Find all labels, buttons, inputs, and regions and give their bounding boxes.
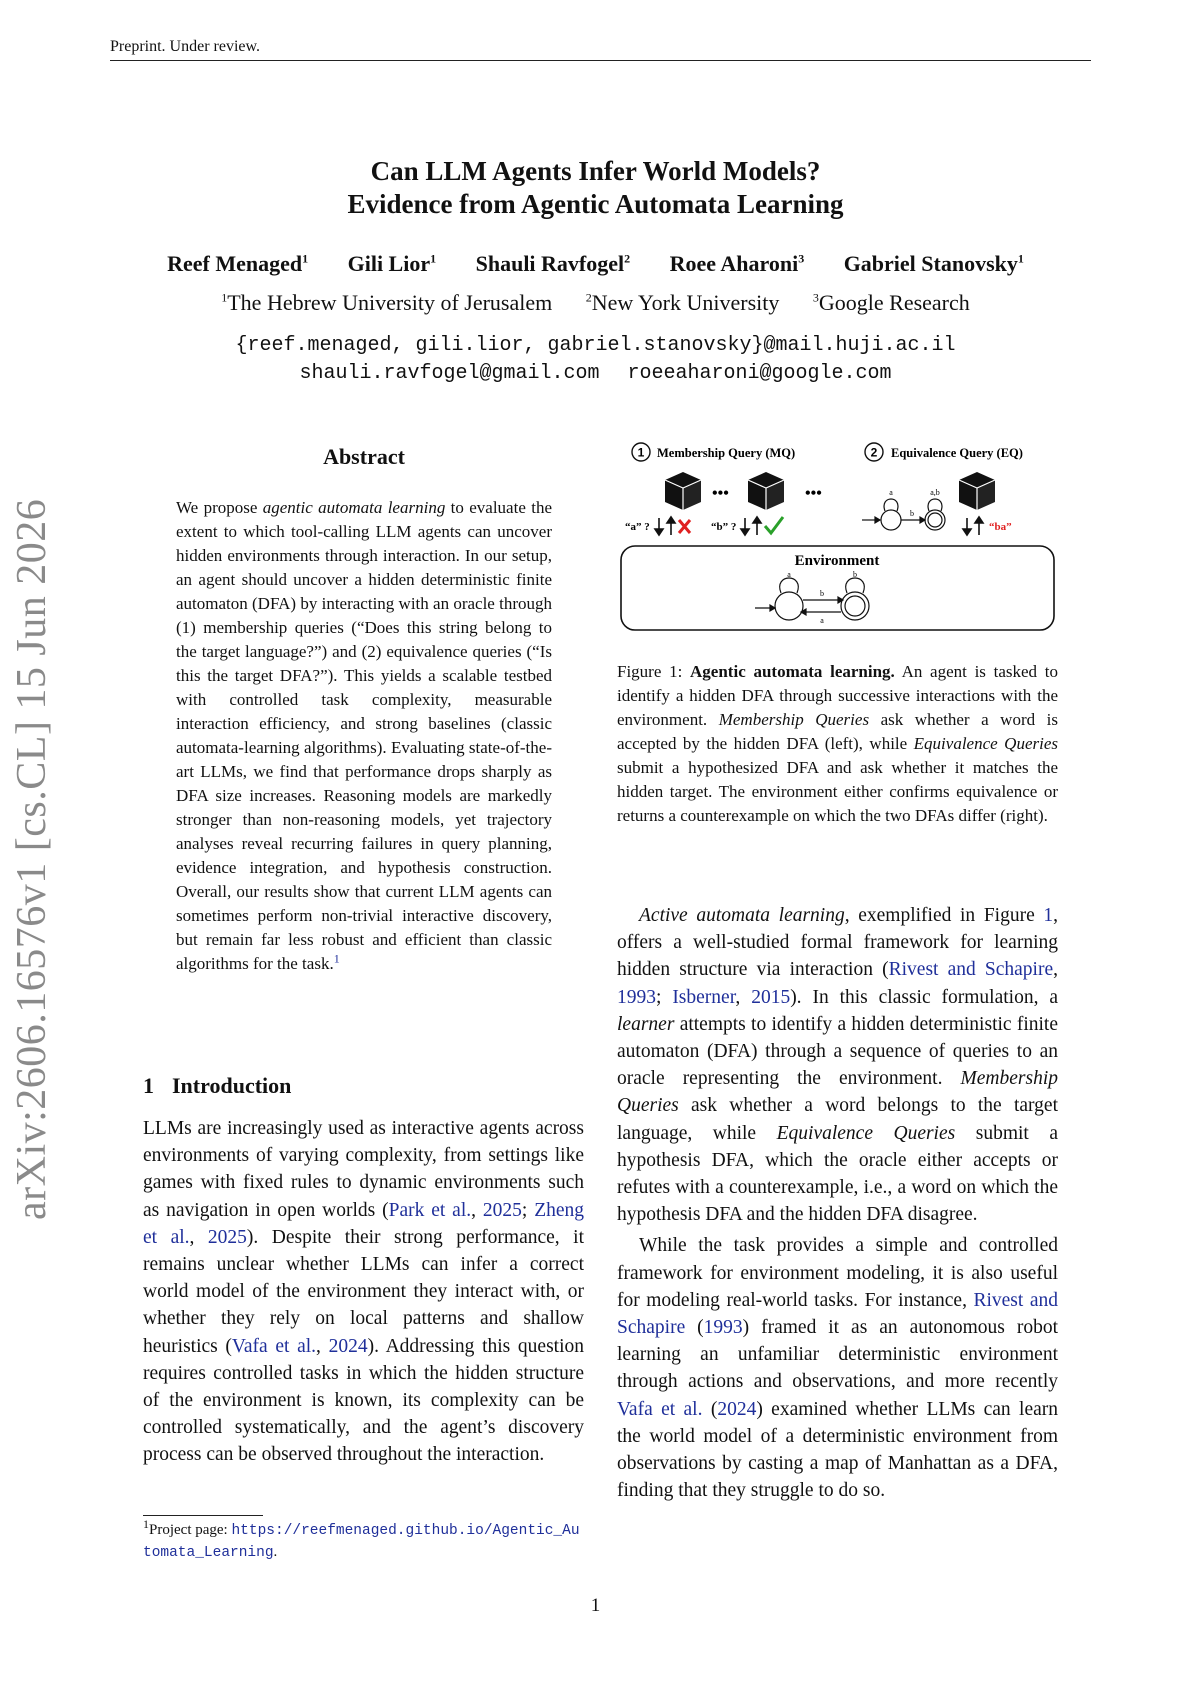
citation-link[interactable]: 2024 [328,1335,368,1357]
footnote-ref[interactable]: 1 [333,951,340,966]
affiliation: $^1$The Hebrew University of Jerusalem [221,290,553,315]
query-a: “a” ? [625,521,650,533]
footnote-rule [143,1515,263,1516]
up-arrow-icon [975,517,983,535]
edge-label-b: b [910,509,914,518]
hidden-dfa [755,578,869,620]
figure-1-diagram [617,440,1058,640]
right-column-text [617,902,1058,1504]
paper-title [0,155,1191,221]
abstract-heading: Abstract [323,444,405,469]
up-arrow-icon [753,517,761,535]
down-arrow-icon [963,518,971,535]
black-box-cube-icon [748,472,784,510]
email: roeeaharoni@google.com [627,362,892,385]
author: Gili Lior$^1$ [347,251,437,276]
email: shauli.ravfogel@gmail.com [299,362,600,385]
header-rule [110,60,1091,61]
environment-label: Environment [794,553,880,569]
citation-link[interactable]: Rivest and Schapire [888,959,1054,981]
citation-link[interactable]: Zheng et al. [143,1199,585,1248]
title-line-2: Evidence from Agentic Automata Learning [347,189,844,219]
citation-link[interactable]: Isberner [672,986,736,1008]
citation-link[interactable]: Park et al. [388,1199,472,1221]
citation-link[interactable]: 2025 [207,1226,247,1248]
citation-link[interactable]: 2025 [482,1199,522,1221]
project-page-link[interactable]: https://reefmenaged.github.io/Agentic_Automata_Learning [143,1523,580,1561]
section-heading-introduction: 1 Introduction [143,1073,292,1098]
email-block [0,332,1191,388]
intro-paragraph: LLMs are increasingly used as interactive agents across environments of varying complexity, from settings like games with fixed rules to dynamic environments such as navigation in open worlds (Park et al., 2025; Zheng et al., 2025). Despite their strong performance, it remains unclear whether LLMs can infer a correct world model of the environment they interact with, or whether they rely on local patterns and shallow heuristics (Vafa et al., 2024). Addressing this question requires controlled tasks in which the hidden structure of the environment is known, its complexity can be controlled systematically, and the agent’s discovery process can be observed throughout the interaction. [143,1118,585,1466]
hypothesis-dfa [862,499,945,530]
edge-label-ab: a,b [930,488,940,497]
mq-number: 1 [637,445,645,460]
citation-link[interactable]: Vafa et al. [617,1398,703,1420]
black-box-cube-icon [959,472,995,510]
ellipsis: ••• [805,485,822,502]
edge-label-b: b [853,570,857,579]
down-arrow-icon [741,518,749,535]
paragraph: Active automata learning, exemplified in Figure 1, offers a well-studied formal framework for learning hidden structure via interaction (Rivest and Schapire, 1993; Isberner, 2015). In this classic formulation, a learner attempts to identify a hidden deterministic finite automaton (DFA) through a sequence of queries to an oracle representing the environment. Membership Queries ask whether a word belongs to the target language, while Equivalence Queries submit a hypothesis DFA, which the oracle either accepts or refutes with a counterexample, i.e., a word on which the hypothesis DFA and the hidden DFA disagree. [617,905,1058,1226]
author: Shauli Ravfogel$^2$ [475,251,631,276]
citation-link[interactable]: 1993 [703,1317,743,1339]
affiliation: $^2$New York University [585,290,780,315]
title-line-1: Can LLM Agents Infer World Models? [370,156,821,186]
edge-label-a: a [889,488,893,497]
author: Roee Aharoni$^3$ [669,251,805,276]
cross-mark-icon [679,520,690,533]
edge-label-a: a [787,570,791,579]
mq-label: Membership Query (MQ) [657,446,796,460]
eq-number: 2 [870,445,878,460]
citation-link[interactable]: Rivest and Schapire [617,1289,1058,1339]
email-line-2 [0,360,1191,388]
counterexample-reply: “ba” [989,521,1012,533]
email-line-1: {reef.menaged, gili.lior, gabriel.stanovsky}@mail.huji.ac.il [235,334,956,357]
citation-link[interactable]: 2015 [751,986,791,1008]
citation-link[interactable]: 1993 [617,986,656,1008]
affiliation-list [0,290,1191,316]
query-b: “b” ? [711,521,737,533]
check-mark-icon [765,517,783,533]
running-header: Preprint. Under review. [110,38,261,55]
edge-label-b: b [820,589,824,598]
up-arrow-icon [667,517,675,535]
page-number: 1 [590,1595,601,1616]
footnote: $^1$Project page: https://reefmenaged.github.io/Agentic_Automata_Learning. [143,1517,580,1561]
arxiv-identifier: arXiv:2606.16576v1 [cs.CL] 15 Jun 2026 [9,498,55,1220]
figure-ref-link[interactable]: 1 [1043,905,1054,926]
edge-label-a: a [820,616,824,625]
citation-link[interactable]: 2024 [717,1398,757,1420]
author-list [0,251,1191,277]
ellipsis: ••• [712,485,729,502]
paragraph: While the task provides a simple and controlled framework for environment modeling, it is also useful for modeling real-world tasks. For instance, Rivest and Schapire (1993) framed it as an autonomous robot learning an unfamiliar deterministic environment through actions and observations, and more recently Vafa et al. (2024) examined whether LLMs can learn the world model of a deterministic environment from observations by casting a map of Manhattan as a DFA, finding that they struggle to do so. [617,1235,1058,1502]
eq-label: Equivalence Query (EQ) [891,446,1023,460]
author: Reef Menaged$^1$ [167,251,309,276]
black-box-cube-icon [665,472,701,510]
figure-1-caption: Figure 1: Agentic automata learning. An agent is tasked to identify a hidden DFA through successive interactions with the environment. Membership Queries ask whether a word is accepted by the hidden DFA (left), while Equivalence Queries submit a hypothesized DFA and ask whether it matches the hidden target. The environment either confirms equivalence or returns a counterexample on which the two DFAs differ (right). [617,662,1058,825]
abstract-text: We propose agentic automata learning to evaluate the extent to which tool-calling LLM agents can uncover hidden environments through interaction. In our setup, an agent should uncover a hidden deterministic finite automaton (DFA) by interacting with an oracle through (1) membership queries (“Does this string belong to the target language?”) and (2) equivalence queries (“Is this the target DFA?”). This yields a scalable testbed with controlled task complexity, measurable interaction efficiency, and strong baselines (classic automata-learning algorithms). Evaluating state-of-the-art LLMs, we find that performance drops sharply as DFA size increases. Reasoning models are markedly stronger than non-reasoning models, yet trajectory analyses reveal recurring failures in query planning, evidence integration, and hypothesis construction. Overall, our results show that current LLM agents can sometimes perform non-trivial interactive discovery, but remain far less robust and efficient than classic algorithms for the task.$^1$ [176,498,552,973]
citation-link[interactable]: Vafa et al. [231,1335,317,1357]
down-arrow-icon [655,518,663,535]
affiliation: $^3$Google Research [812,290,970,315]
author: Gabriel Stanovsky$^1$ [843,251,1024,276]
